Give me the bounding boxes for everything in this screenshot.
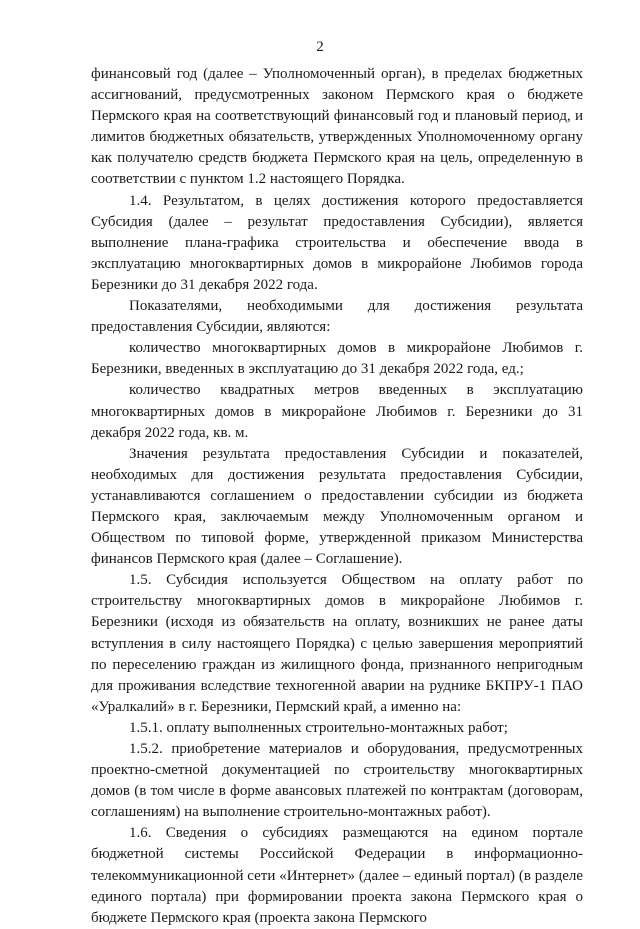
paragraph-1-4: 1.4. Результатом, в целях достижения которого предоставляется Субсидия (далее – результат предоставления Субсидии), является выполнение плана-графика строительства и обеспечение ввода в эксплуатацию многоквартирных домов в микрорайоне Любимов города Березники до 31 декабря 2022 года. — [91, 192, 583, 293]
paragraph-continuation: финансовый год (далее – Уполномоченный орган), в пределах бюджетных ассигнований, предусмотренных законом Пермского края о бюджете Пермского края на соответствующий финансовый год и плановый период, и лимитов бюджетных обязательств, утвержденных Уполномоченному органу как получателю средств бюджета Пермского края на цель, определенную в соответствии с пунктом 1.2 настоящего Порядка. — [91, 66, 583, 188]
paragraph-1-6: 1.6. Сведения о субсидиях размещаются на едином портале бюджетной системы Российской Федерации в информационно-телекоммуникационной сети «Интернет» (далее – единый портал) (в разделе единого портала) при формировании проекта закона Пермского края о бюджете Пермского края (проекта закона Пермского — [91, 825, 583, 926]
paragraph-1-5-2: 1.5.2. приобретение материалов и оборудования, предусмотренных проектно-сметной документацией по строительству многоквартирных домов (в том числе в форме авансовых платежей по контрактам (договорам, соглашениям) на выполнение строительно-монтажных работ). — [91, 741, 583, 821]
paragraph-indicator-houses: количество многоквартирных домов в микрорайоне Любимов г. Березники, введенных в эксплуатацию до 31 декабря 2022 года, ед.; — [91, 340, 583, 378]
paragraph-indicator-square-meters: количество квадратных метров введенных в эксплуатацию многоквартирных домов в микрорайоне Любимов г. Березники до 31 декабря 2022 года, кв. м. — [91, 382, 583, 441]
document-body — [91, 64, 583, 929]
page-number: 2 — [316, 39, 324, 55]
paragraph-1-5-1: 1.5.1. оплату выполненных строительно-монтажных работ; — [129, 719, 508, 736]
paragraph-1-5: 1.5. Субсидия используется Обществом на оплату работ по строительству многоквартирных домов в микрорайоне Любимов г. Березники (исходя из обязательств на оплату, возникших не ранее даты вступления в силу настоящего Порядка) с целью завершения мероприятий по переселению граждан из жилищного фонда, признанного непригодным для проживания вследствие техногенной аварии на руднике БКПРУ-1 ПАО «Уралкалий» в г. Березники, Пермский край, а именно на: — [91, 572, 583, 715]
paragraph-values: Значения результата предоставления Субсидии и показателей, необходимых для достижения результата предоставления Субсидии, устанавливаются соглашением о предоставлении субсидии из бюджета Пермского края, заключаемым между Уполномоченным органом и Обществом по типовой форме, утвержденной приказом Министерства финансов Пермского края (далее – Соглашение). — [91, 445, 583, 568]
paragraph-indicators: Показателями, необходимыми для достижения результата предоставления Субсидии, являются: — [91, 298, 583, 336]
